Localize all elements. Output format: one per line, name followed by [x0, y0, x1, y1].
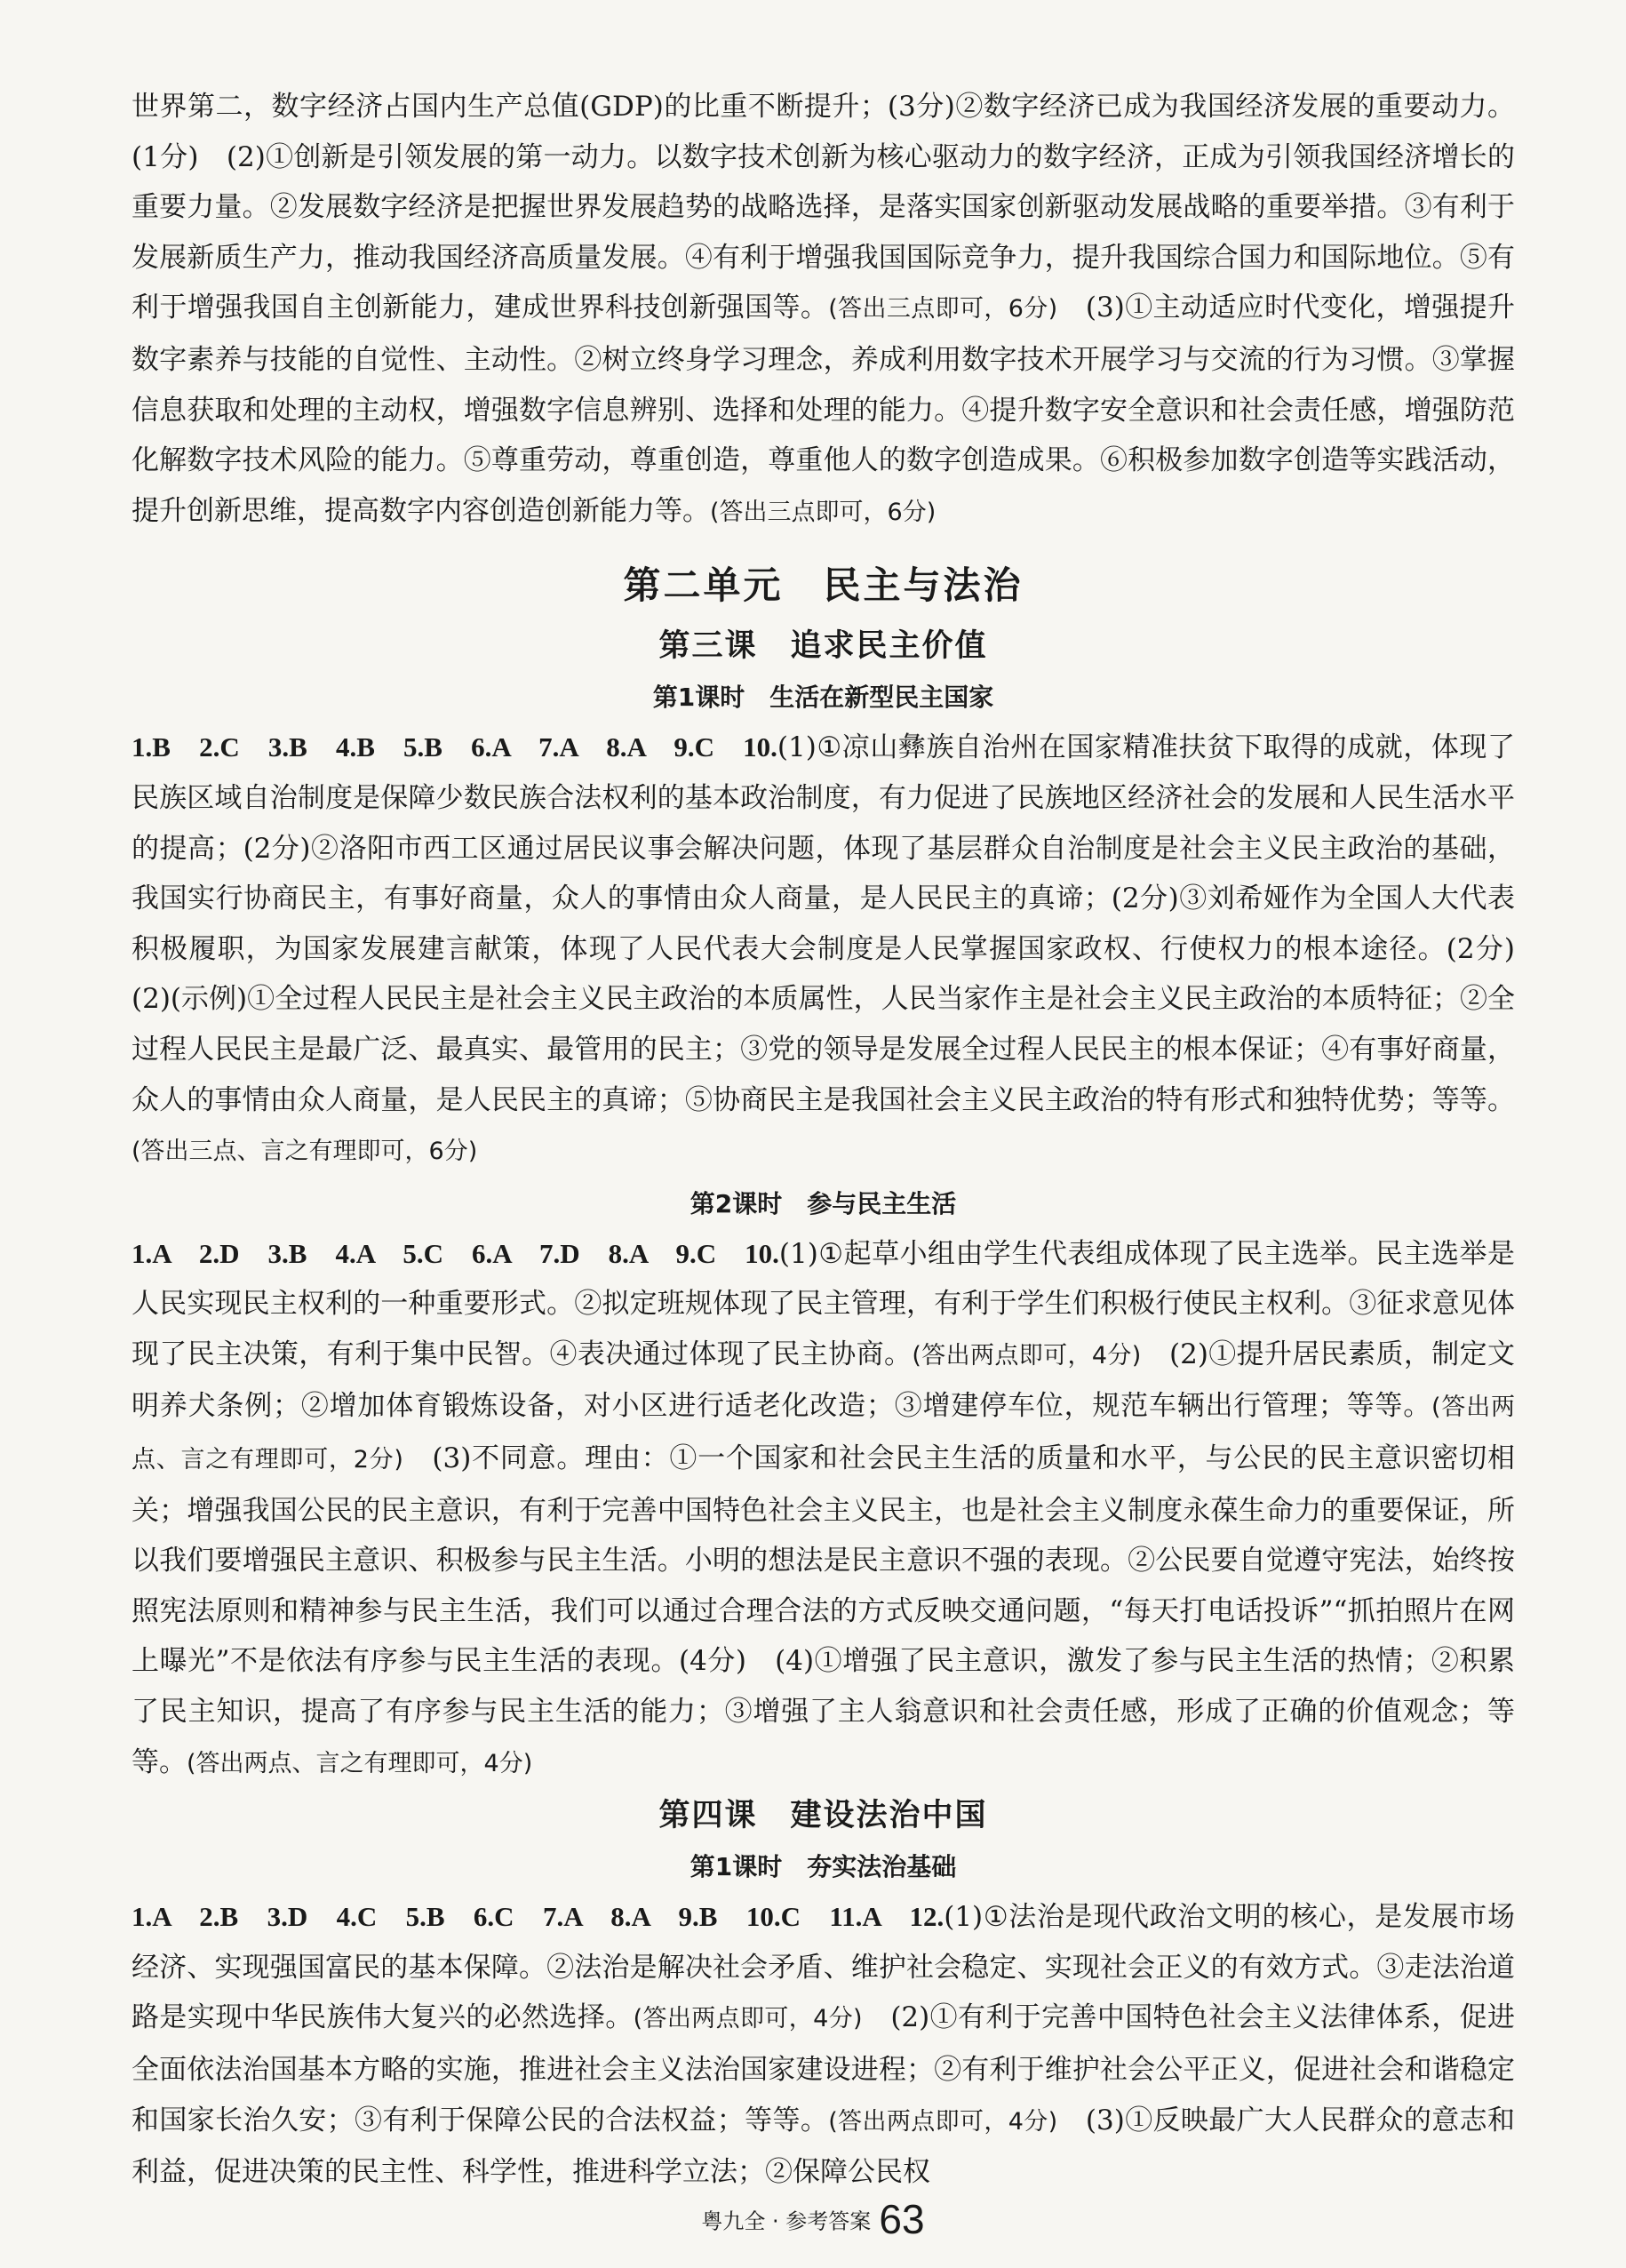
unit-title: 第二单元 民主与法治	[623, 563, 1024, 608]
intro-paragraph: 世界第二，数字经济占国内生产总值(GDP)的比重不断提升；(3分)②数字经济已成为我国经济发展的重要动力。(1分) (2)①创新是引领发展的第一动力。以数字技术创新为核心驱动力的数字经济，正成为引领我国经济增长的重要力量。②发展数字经济是把握世界发展趋势的战略选择，是落实国家创新驱动发展战略的重要举措。③有利于发展新质生产力，推动我国经济高质量发展。④有利于增强我国国际竞争力，提升我国综合国力和国际地位。⑤有利于增强我国自主创新能力，建成世界科技创新强国等。(答出三点即可，6分) (3)①主动适应时代变化，增强提升数字素养与技能的自觉性、主动性。②树立终身学习理念，养成利用数字技术开展学习与交流的行为习惯。③掌握信息获取和处理的主动权，增强数字信息辨别、选择和处理的能力。④提升数字安全意识和社会责任感，增强防范化解数字技术风险的能力。⑤尊重劳动，尊重创造，尊重他人的数字创造成果。⑥积极参加数字创造等实践活动，提升创新思维，提高数字内容创造创新能力等。(答出三点即可，6分)	[132, 91, 1515, 527]
lesson-3-period-2-title: 第2课时 参与民主生活	[689, 1188, 957, 1218]
lesson-3-period-2-answers: 1.A 2.D 3.B 4.A 5.C 6.A 7.D 8.A 9.C 10.(1)①起草小组由学生代表组成体现了民主选举。民主选举是人民实现民主权利的一种重要形式。②拟定班规体现了民主管理，有利于学生们积极行使民主权利。③征求意见体现了民主决策，有利于集中民智。④表决通过体现了民主协商。(答出两点即可，4分) (2)①提升居民素质，制定文明养犬条例；②增加体育锻炼设备，对小区进行适老化改造；③增建停车位，规范车辆出行管理；等等。(答出两点、言之有理即可，2分) (3)不同意。理由：①一个国家和社会民主生活的质量和水平，与公民的民主意识密切相关；增强我国公民的民主意识，有利于完善中国特色社会主义民主，也是社会主义制度永葆生命力的重要保证，所以我们要增强民主意识、积极参与民主生活。小明的想法是民主意识不强的表现。②公民要自觉遵守宪法，始终按照宪法原则和精神参与民主生活，我们可以通过合理合法的方式反映交通问题，“每天打电话投诉”“抓拍照片在网上曝光”不是依法有序参与民主生活的表现。(4分) (4)①增强了民主意识，激发了参与民主生活的热情；②积累了民主知识，提高了有序参与民主生活的能力；③增强了主人翁意识和社会责任感，形成了正确的价值观念；等等。(答出两点、言之有理即可，4分)	[132, 1237, 1515, 1778]
page-footer	[0, 2195, 1626, 2243]
lesson-3-period-1-answers: 1.B 2.C 3.B 4.B 5.B 6.A 7.A 8.A 9.C 10.(1)①凉山彝族自治州在国家精准扶贫下取得的成就，体现了民族区域自治制度是保障少数民族合法权利的基本政治制度，有力促进了民族地区经济社会的发展和人民生活水平的提高；(2分)②洛阳市西工区通过居民议事会解决问题，体现了基层群众自治制度是社会主义民主政治的基础，我国实行协商民主，有事好商量，众人的事情由众人商量，是人民民主的真谛；(2分)③刘希娅作为全国人大代表积极履职，为国家发展建言献策，体现了人民代表大会制度是人民掌握国家政权、行使权力的根本途径。(2分) (2)(示例)①全过程人民民主是社会主义民主政治的本质属性，人民当家作主是社会主义民主政治的本质特征；②全过程人民民主是最广泛、最真实、最管用的民主；③党的领导是发展全过程人民民主的根本保证；④有事好商量，众人的事情由众人商量，是人民民主的真谛；⑤协商民主是我国社会主义民主政治的特有形式和独特优势；等等。(答出三点、言之有理即可，6分)	[132, 731, 1542, 1166]
lesson-3-title: 第三课 追求民主价值	[658, 628, 988, 665]
footer-label: 粤九全 · 参考答案	[701, 2208, 872, 2234]
lesson-4-title: 第四课 建设法治中国	[658, 1798, 988, 1834]
lesson-4-period-1-title: 第1课时 夯实法治基础	[689, 1852, 957, 1882]
page-number: 63	[879, 2196, 925, 2242]
lesson-4-period-1-answers: 1.A 2.B 3.D 4.C 5.B 6.C 7.A 8.A 9.B 10.C 11.A 12.(1)①法治是现代政治文明的核心，是发展市场经济、实现强国富民的基本保障。②法治是解决社会矛盾、维护社会稳定、实现社会正义的有效方式。③走法治道路是实现中华民族伟大复兴的必然选择。(答出两点即可，4分) (2)①有利于完善中国特色社会主义法律体系，促进全面依法治国基本方略的实施，推进社会主义法治国家建设进程；②有利于维护社会公平正义，促进社会和谐稳定和国家长治久安；③有利于保障公民的合法权益；等等。(答出两点即可，4分) (3)①反映最广大人民群众的意志和利益，促进决策的民主性、科学性，推进科学立法；②保障公民权	[132, 1901, 1515, 2189]
lesson-3-period-1-title: 第1课时 生活在新型民主国家	[652, 683, 994, 713]
